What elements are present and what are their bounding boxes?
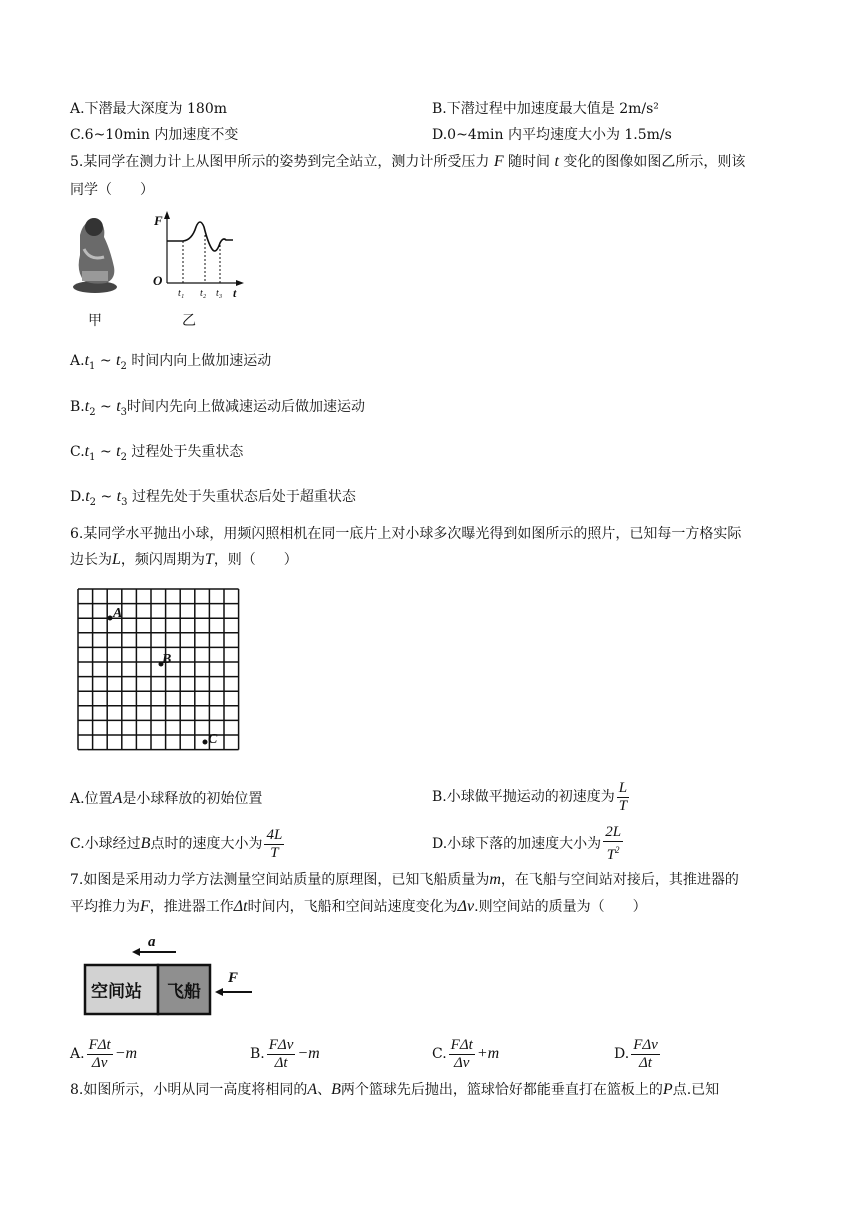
tick-t3: t₃ bbox=[216, 288, 223, 299]
axis-origin-label: O bbox=[153, 273, 163, 288]
spaceship-label: 飞船 bbox=[167, 982, 201, 1002]
q4-option-b: B.下潜过程中加速度最大值是 2m/s² bbox=[432, 101, 659, 117]
q6-grid-figure bbox=[76, 587, 242, 761]
tick-t2: t₂ bbox=[200, 288, 207, 299]
point-a bbox=[108, 616, 113, 621]
fig-caption-yi: 乙 bbox=[182, 314, 196, 329]
q8-stem-line1: 8.如图所示，小明从同一高度将相同的A、B两个篮球先后抛出，篮球恰好都能垂直打在篮板上的P点.已知 bbox=[70, 1081, 720, 1098]
accel-label: a bbox=[148, 934, 156, 950]
q5-stem-line2: 同学（ ） bbox=[70, 182, 154, 198]
q4-option-c: C.6~10min 内加速度不变 bbox=[70, 127, 239, 143]
point-a-label: A bbox=[113, 606, 123, 621]
q6-option-c: C.小球经过B点时的速度大小为 $\frac{4L}{T}$ bbox=[70, 826, 283, 861]
q5-option-c: $C.t_1$ ~ $t_2$ 过程处于失重状态 bbox=[70, 443, 244, 463]
grid-lines bbox=[78, 589, 239, 750]
force-curve bbox=[167, 222, 233, 251]
q6-option-a: A.位置A是小球释放的初始位置 bbox=[70, 790, 263, 807]
q7-stem-line1: 7.如图是采用动力学方法测量空间站质量的原理图，已知飞船质量为m，在飞船与空间站对接后，其推进器的 bbox=[70, 871, 739, 888]
axis-y-label: F bbox=[154, 213, 163, 228]
q7-option-d: D. $\frac{\text{FΔv}}{\Delta t}$ bbox=[614, 1036, 658, 1071]
fig-caption-jia: 甲 bbox=[88, 314, 102, 329]
q7-option-a: A. $\frac{\text{FΔt}}{\Delta v}$ −m bbox=[70, 1036, 138, 1071]
q6-stem-line2: 边长为L，频闪周期为T，则（ ） bbox=[70, 551, 298, 568]
squatting-person-photo bbox=[73, 218, 117, 293]
q7-option-c: C. $\frac{\text{FΔt}}{\Delta v}$ +m bbox=[432, 1036, 500, 1071]
point-b-label: B bbox=[162, 652, 172, 667]
q7-figure bbox=[80, 932, 260, 1022]
axis-x-label: t bbox=[233, 286, 237, 300]
q5-option-d: $D.t_2$ ~ $t_3$ 过程先处于失重状态后处于超重状态 bbox=[70, 488, 356, 508]
q4-option-d: D.0~4min 内平均速度大小为 1.5m/s bbox=[432, 127, 672, 143]
q6-option-d: D.小球下落的加速度大小为 $\frac{2L}{T^2}$ bbox=[432, 824, 622, 863]
tick-t1: t₁ bbox=[178, 288, 185, 299]
q6-option-b: B.小球做平抛运动的初速度为 $\frac{L}{T}$ bbox=[432, 779, 628, 814]
force-label: F bbox=[228, 970, 239, 986]
q5-option-b: $B.t_2$ ~ $t_3$时间内先向上做减速运动后做加速运动 bbox=[70, 398, 366, 418]
q4-option-a: A.下潜最大深度为 180m bbox=[70, 101, 228, 117]
q7-option-b: B. $\frac{\text{FΔv}}{\Delta t}$ −m bbox=[250, 1036, 320, 1071]
q5-stem-line1: 5.某同学在测力计上从图甲所示的姿势到完全站立，测力计所受压力 F 随时间 t 变化的图像如图乙所示，则该 bbox=[70, 153, 746, 170]
q7-stem-line2: 平均推力为F，推进器工作Δt时间内，飞船和空间站速度变化为Δv.则空间站的质量为（ ） bbox=[70, 898, 647, 915]
q5-option-a: $A.t_1$ ~ $t_2$ 时间内向上做加速运动 bbox=[70, 352, 272, 372]
q6-stem-line1: 6.某同学水平抛出小球，用频闪照相机在同一底片上对小球多次曝光得到如图所示的照片，已知每一方格实际 bbox=[70, 526, 742, 542]
q5-figure bbox=[70, 205, 250, 335]
point-c-label: C bbox=[208, 732, 218, 747]
space-station-label: 空间站 bbox=[91, 982, 142, 1002]
point-c bbox=[203, 740, 208, 745]
